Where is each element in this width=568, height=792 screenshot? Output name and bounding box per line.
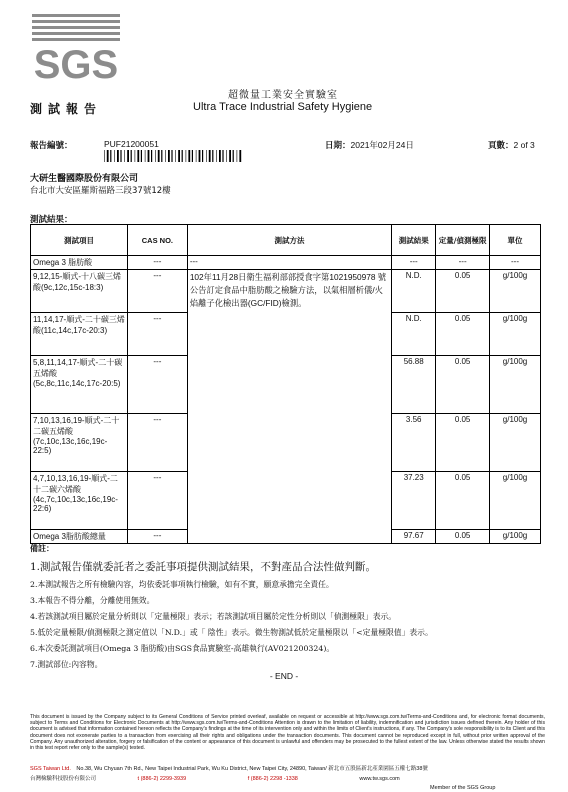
col-header-unit: 單位 xyxy=(490,225,541,256)
client-name: 大研生醫國際股份有限公司 xyxy=(30,174,139,184)
results-table xyxy=(30,224,541,544)
col-header-result: 測試結果 xyxy=(392,225,436,256)
limit-cell: --- xyxy=(436,256,490,270)
report-no-label: 報告編號： xyxy=(30,141,73,151)
unit-cell: g/100g xyxy=(490,472,541,530)
col-header-cas: CAS NO. xyxy=(127,225,187,256)
disclaimer: This document is issued by the Company subject to its General Conditions of Service printed overleaf, available on request or accessible at http://www.sgs.com.tw/Terms-and-Conditions and, for electronic format documents, subject to Terms and Conditions for Electronic Documents at http://www.sgs.com.tw/Terms-and-Conditions Attention is drawn to the limitation of liability, indemnification and jurisdiction issues defined therein. Any holder of this document is advised that information contained hereon reflects the Company's findings at the time of its intervention only and within the limits of Client's instructions, if any. The Company's sole responsibility is to its Client and this document does not exonerate parties to a transaction from exercising all their rights and obligations under the transaction documents. This document cannot be reproduced except in full, without prior written approval of the Company. Any unauthorized alteration, forgery or falsification of the content or appearance of this document is unlawful and offenders may be prosecuted to the fullest extent of the law. Unless otherwise stated the results shown in this test report refer only to the sample(s) tested. xyxy=(30,714,545,752)
col-header-limit: 定量/偵測極限 xyxy=(436,225,490,256)
result-cell: 3.56 xyxy=(392,414,436,472)
limit-cell: 0.05 xyxy=(436,313,490,356)
limit-cell: 0.05 xyxy=(436,270,490,313)
col-header-item: 測試項目 xyxy=(31,225,128,256)
note-item: 3.本報告不得分離，分離使用無效。 xyxy=(30,596,155,605)
note-item: 6.本次委託測試項目(Omega 3 脂肪酸)由SGS食品實驗室-高雄執行(AV0212003​24)。 xyxy=(30,644,335,653)
method-cell-merged xyxy=(187,270,391,544)
note-item: 2.本測試報告之所有檢驗內容，均依委託事項執行檢驗，如有不實，願意承擔完全責任。 xyxy=(30,580,334,589)
table-header-row xyxy=(31,225,541,256)
client-address: 台北市大安區羅斯福路三段37號12樓 xyxy=(30,186,171,196)
result-cell: N.D. xyxy=(392,313,436,356)
cas-cell: --- xyxy=(127,472,187,530)
result-cell: --- xyxy=(392,256,436,270)
limit-cell: 0.05 xyxy=(436,356,490,414)
cas-cell: --- xyxy=(127,313,187,356)
unit-cell: g/100g xyxy=(490,356,541,414)
unit-cell: g/100g xyxy=(490,270,541,313)
method-cell: --- xyxy=(187,256,391,270)
notes-heading: 備註： xyxy=(30,543,54,553)
note-item: 1.測試報告僅就委託者之委託事項提供測試結果，不對產品合法性做判斷。 xyxy=(30,561,377,573)
page-value: 2 of 3 xyxy=(513,140,535,150)
report-no-value: PUF21200051 xyxy=(104,139,159,149)
results-label: 測試結果： xyxy=(30,215,73,225)
footer-web: www.tw.sgs.com xyxy=(359,776,400,782)
notes-section xyxy=(30,543,545,670)
cas-cell: --- xyxy=(127,270,187,313)
cas-cell: --- xyxy=(127,414,187,472)
footer-address: No.38, Wu Chyuan 7th Rd., New Taipei Industrial Park, Wu Ku District, New Taipei City, 24890, Taiwan/ 新北市五股區新北產業園區五權七路38號 xyxy=(76,766,428,772)
report-date xyxy=(325,139,414,151)
logo-text: SGS xyxy=(33,43,119,82)
member-text: Member of the SGS Group xyxy=(430,785,496,791)
item-cell: 5,8,11,14,17-順式-二十碳五烯酸(5c,8c,11c,14c,17c-20:5) xyxy=(31,356,128,414)
limit-cell: 0.05 xyxy=(436,472,490,530)
unit-cell: g/100g xyxy=(490,414,541,472)
sgs-logo xyxy=(30,12,122,82)
cas-cell: --- xyxy=(127,356,187,414)
cas-cell: --- xyxy=(127,530,187,544)
item-cell: 9,12,15-順式-十八碳三烯酸(9c,12c,15c-18:3) xyxy=(31,270,128,313)
table-row xyxy=(31,256,541,270)
result-cell: 56.88 xyxy=(392,356,436,414)
report-title: 測試報告 xyxy=(30,102,103,116)
result-cell: 37.23 xyxy=(392,472,436,530)
item-cell: 11,14,17-順式-二十碳三烯酸(11c,14c,17c-20:3) xyxy=(31,313,128,356)
item-cell: 4,7,10,13,16,19-順式-二十二碳六烯酸(4c,7c,10c,13c,16c,19c-22:6) xyxy=(31,472,128,530)
unit-cell: g/100g xyxy=(490,313,541,356)
lab-name-cn: 超微量工業安全實驗室 xyxy=(228,90,338,101)
limit-cell: 0.05 xyxy=(436,414,490,472)
date-value: 2021年02月24日 xyxy=(350,140,414,150)
item-cell: Omega 3脂肪酸總量 xyxy=(31,530,128,544)
result-cell: 97.67 xyxy=(392,530,436,544)
method-text: 102年11月28日衛生福利部部授食字第1021950978 號公告訂定食品中脂肪酸之檢驗方法，以氣相層析儀/火焰離子化檢出器(GC/FID)檢測。 xyxy=(189,272,387,308)
item-cell: 7,10,13,16,19-順式-二十二碳五烯酸(7c,10c,13c,16c,19c-22:5) xyxy=(31,414,128,472)
footer-tel: t (886-2) 2299-3939 xyxy=(137,776,187,782)
unit-cell: g/100g xyxy=(490,530,541,544)
table-row xyxy=(31,270,541,313)
date-label: 日期： xyxy=(325,141,351,151)
result-cell: N.D. xyxy=(392,270,436,313)
end-marker: - END - xyxy=(269,671,299,681)
footer-fax: f (886-2) 2298 -1338 xyxy=(247,776,298,782)
note-item: 7.測試部位:內容物。 xyxy=(30,660,103,669)
footer-company-en: SGS Taiwan Ltd. xyxy=(30,766,71,772)
footer-company-cn: 台灣檢驗科技股份有限公司 xyxy=(30,776,97,782)
page-number xyxy=(488,139,535,151)
col-header-method: 測試方法 xyxy=(187,225,391,256)
footer xyxy=(30,764,545,782)
barcode xyxy=(104,150,244,162)
note-item: 4.若該測試項目屬於定量分析則以「定量極限」表示；若該測試項目屬於定性分析則以「偵測極限」表示。 xyxy=(30,612,397,621)
cas-cell: --- xyxy=(127,256,187,270)
unit-cell: --- xyxy=(490,256,541,270)
report-no xyxy=(30,139,73,151)
page-label: 頁數： xyxy=(488,141,514,151)
limit-cell: 0.05 xyxy=(436,530,490,544)
item-cell: Omega 3 脂肪酸 xyxy=(31,256,128,270)
lab-name-en: Ultra Trace Industrial Safety Hygiene xyxy=(193,101,373,113)
note-item: 5.低於定量極限/偵測極限之測定值以「N.D.」或「 陰性」表示。微生物測試低於定量極限以「<定量極限值」表示。 xyxy=(30,628,433,637)
